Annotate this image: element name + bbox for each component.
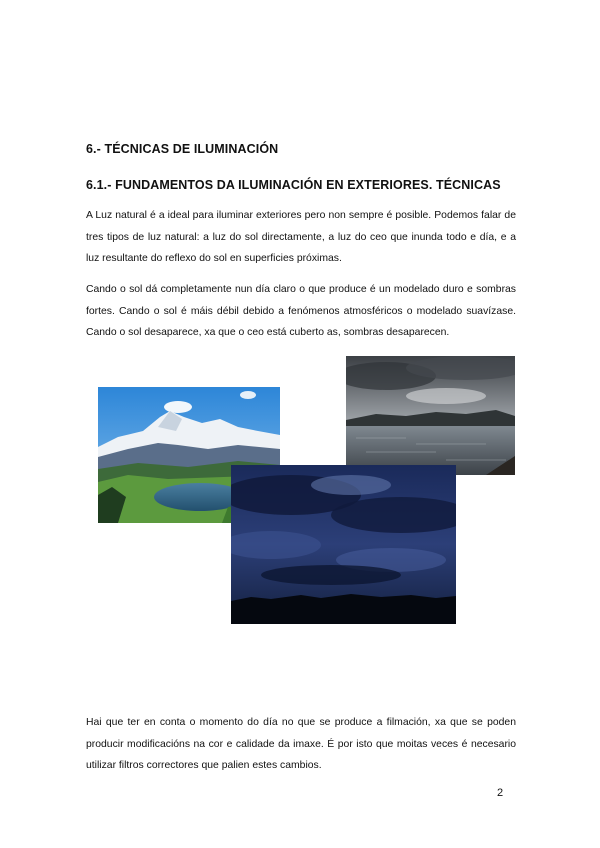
page-number: 2 <box>497 787 504 799</box>
paragraph-sun-shadows: Cando o sol dá completamente nun día claro o que produce é un modelado duro e sombras fortes. Cando o sol é máis débil debido a fenómenos atmosféricos o modelado suavízase. Cando o sol desaparece, xa que o ceo está cuberto as, sombras desaparecen. <box>86 284 516 338</box>
subsection-heading: 6.1.- FUNDAMENTOS DA ILUMINACIÓN EN EXTERIORES. TÉCNICAS <box>86 178 501 192</box>
overcast-lake-photo <box>346 356 515 475</box>
paragraph-time-of-day: Hai que ter en conta o momento do día no que se produce a filmación, xa que se poden producir modificacións na cor e calidade da imaxe. É por isto que moitas veces é necesario utilizar filtros correctores que palien estes cambios. <box>86 717 516 771</box>
stormy-clouds-photo <box>231 465 456 624</box>
paragraph-natural-light: A Luz natural é a ideal para iluminar exteriores pero non sempre é posible. Podemos falar de tres tipos de luz natural: a luz do sol directamente, a luz do ceo que inunda todo e día, e a luz resultante do reflexo do sol en superficies próximas. <box>86 210 516 264</box>
section-heading: 6.- TÉCNICAS DE ILUMINACIÓN <box>86 142 279 156</box>
